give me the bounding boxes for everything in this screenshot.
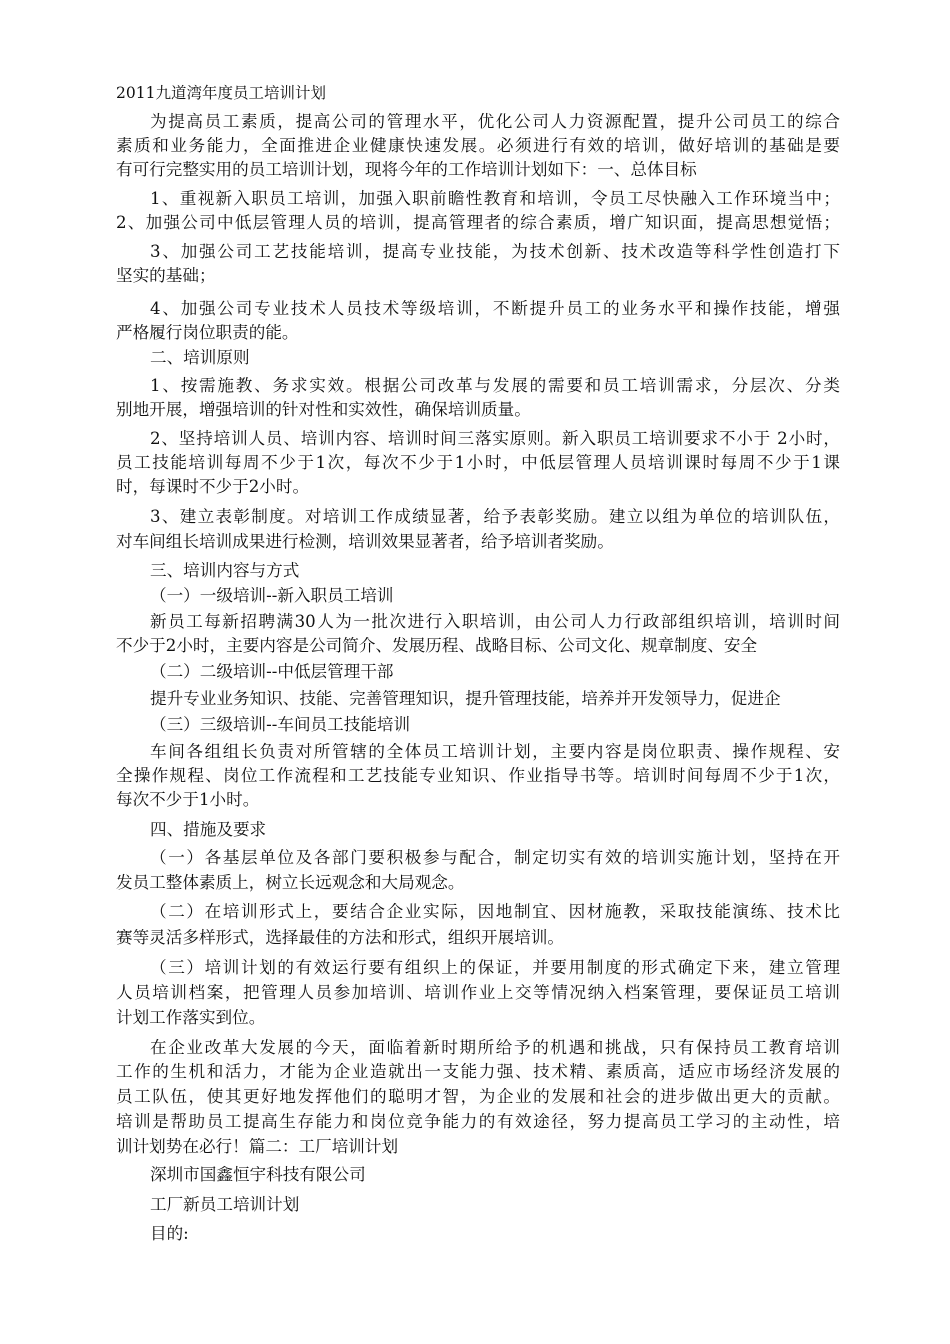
- subsection-heading: （一）一级培训--新入职员工培训: [150, 586, 394, 605]
- section-heading: 三、培训内容与方式: [150, 561, 300, 580]
- text-line: 人员培训档案，把管理人员参加培训、培训作业上交等情况纳入档案管理，要保证员工培训: [116, 983, 840, 1002]
- text-line: 在企业改革大发展的今天，面临着新时期所给予的机遇和挑战，只有保持员工教育培训: [150, 1038, 840, 1057]
- text-line: （三）培训计划的有效运行要有组织上的保证，并要用制度的形式确定下来，建立管理: [150, 958, 840, 977]
- text-line: 4、加强公司专业技术人员技术等级培训，不断提升员工的业务水平和操作技能，增强: [150, 299, 840, 318]
- text-line: 时，每课时不少于2小时。: [116, 477, 310, 496]
- text-line: 有可行完整实用的员工培训计划，现将今年的工作培训计划如下：一、总体目标: [116, 160, 697, 179]
- subtitle: 工厂新员工培训计划: [150, 1195, 300, 1214]
- text-line: 坚实的基础；: [116, 266, 216, 285]
- subsection-heading: （二）二级培训--中低层管理干部: [150, 662, 394, 681]
- text-line: 培训是帮助员工提高生存能力和岗位竞争能力的有效途径，努力提高员工学习的主动性，培: [116, 1112, 840, 1131]
- text-line: 严格履行岗位职责的能。: [116, 323, 299, 342]
- text-line: （二）在培训形式上，要结合企业实际，因地制宜、因材施教，采取技能演练、技术比: [150, 902, 840, 921]
- text-line: 目的:: [150, 1224, 189, 1243]
- text-line: 2、加强公司中低层管理人员的培训，提高管理者的综合素质，增广知识面，提高思想觉悟；: [116, 213, 840, 232]
- text-line: 发员工整体素质上，树立长远观念和大局观念。: [116, 873, 465, 892]
- text-line: 1、重视新入职员工培训，加强入职前瞻性教育和培训，令员工尽快融入工作环境当中；: [150, 189, 840, 208]
- text-line: 新员工每新招聘满30人为一批次进行入职培训，由公司人力行政部组织培训，培训时间: [150, 612, 840, 631]
- text-line: 3、建立表彰制度。对培训工作成绩显著，给予表彰奖励。建立以组为单位的培训队伍，: [150, 507, 840, 526]
- text-line: 员工技能培训每周不少于1次，每次不少于1小时，中低层管理人员培训课时每周不少于1课: [116, 453, 840, 472]
- section-heading: 四、措施及要求: [150, 820, 267, 839]
- text-line: 提升专业业务知识、技能、完善管理知识，提升管理技能，培养并开发领导力，促进企: [150, 689, 781, 708]
- text-line: （一）各基层单位及各部门要积极参与配合，制定切实有效的培训实施计划，坚持在开: [150, 848, 840, 867]
- text-line: 训计划势在必行！篇二：工厂培训计划: [116, 1137, 399, 1156]
- text-line: 素质和业务能力，全面推进企业健康快速发展。必须进行有效的培训，做好培训的基础是要: [116, 136, 840, 155]
- text-line: 每次不少于1小时。: [116, 790, 260, 809]
- text-line: 赛等灵活多样形式，选择最佳的方法和形式，组织开展培训。: [116, 928, 565, 947]
- text-line: 计划工作落实到位。: [116, 1008, 266, 1027]
- text-line: 车间各组组长负责对所管辖的全体员工培训计划，主要内容是岗位职责、操作规程、安: [150, 742, 840, 761]
- text-line: 员工队伍，使其更好地发挥他们的聪明才智，为企业的发展和社会的进步做出更大的贡献。: [116, 1087, 840, 1106]
- text-line: 为提高员工素质，提高公司的管理水平，优化公司人力资源配置，提升公司员工的综合: [150, 112, 840, 131]
- text-line: 全操作规程、岗位工作流程和工艺技能专业知识、作业指导书等。培训时间每周不少于1次，: [116, 766, 840, 785]
- text-line: 3、加强公司工艺技能培训，提高专业技能，为技术创新、技术改造等科学性创造打下: [150, 242, 840, 261]
- company-name: 深圳市国鑫恒宇科技有限公司: [150, 1165, 366, 1184]
- text-line: 2、坚持培训人员、培训内容、培训时间三落实原则。新入职员工培训要求不小于 2小时，: [150, 429, 840, 448]
- text-line: 工作的生机和活力，才能为企业造就出一支能力强、技术精、素质高，适应市场经济发展的: [116, 1062, 840, 1081]
- subsection-heading: （三）三级培训--车间员工技能培训: [150, 715, 411, 734]
- document-title: 2011九道湾年度员工培训计划: [116, 84, 326, 102]
- text-line: 1、按需施教、务求实效。根据公司改革与发展的需要和员工培训需求，分层次、分类: [150, 376, 840, 395]
- text-line: 对车间组长培训成果进行检测，培训效果显著者，给予培训者奖励。: [116, 532, 614, 551]
- text-line: 别地开展，增强培训的针对性和实效性，确保培训质量。: [116, 400, 531, 419]
- text-line: 不少于2小时，主要内容是公司简介、发展历程、战略目标、公司文化、规章制度、安全: [116, 636, 758, 655]
- section-heading: 二、培训原则: [150, 348, 250, 367]
